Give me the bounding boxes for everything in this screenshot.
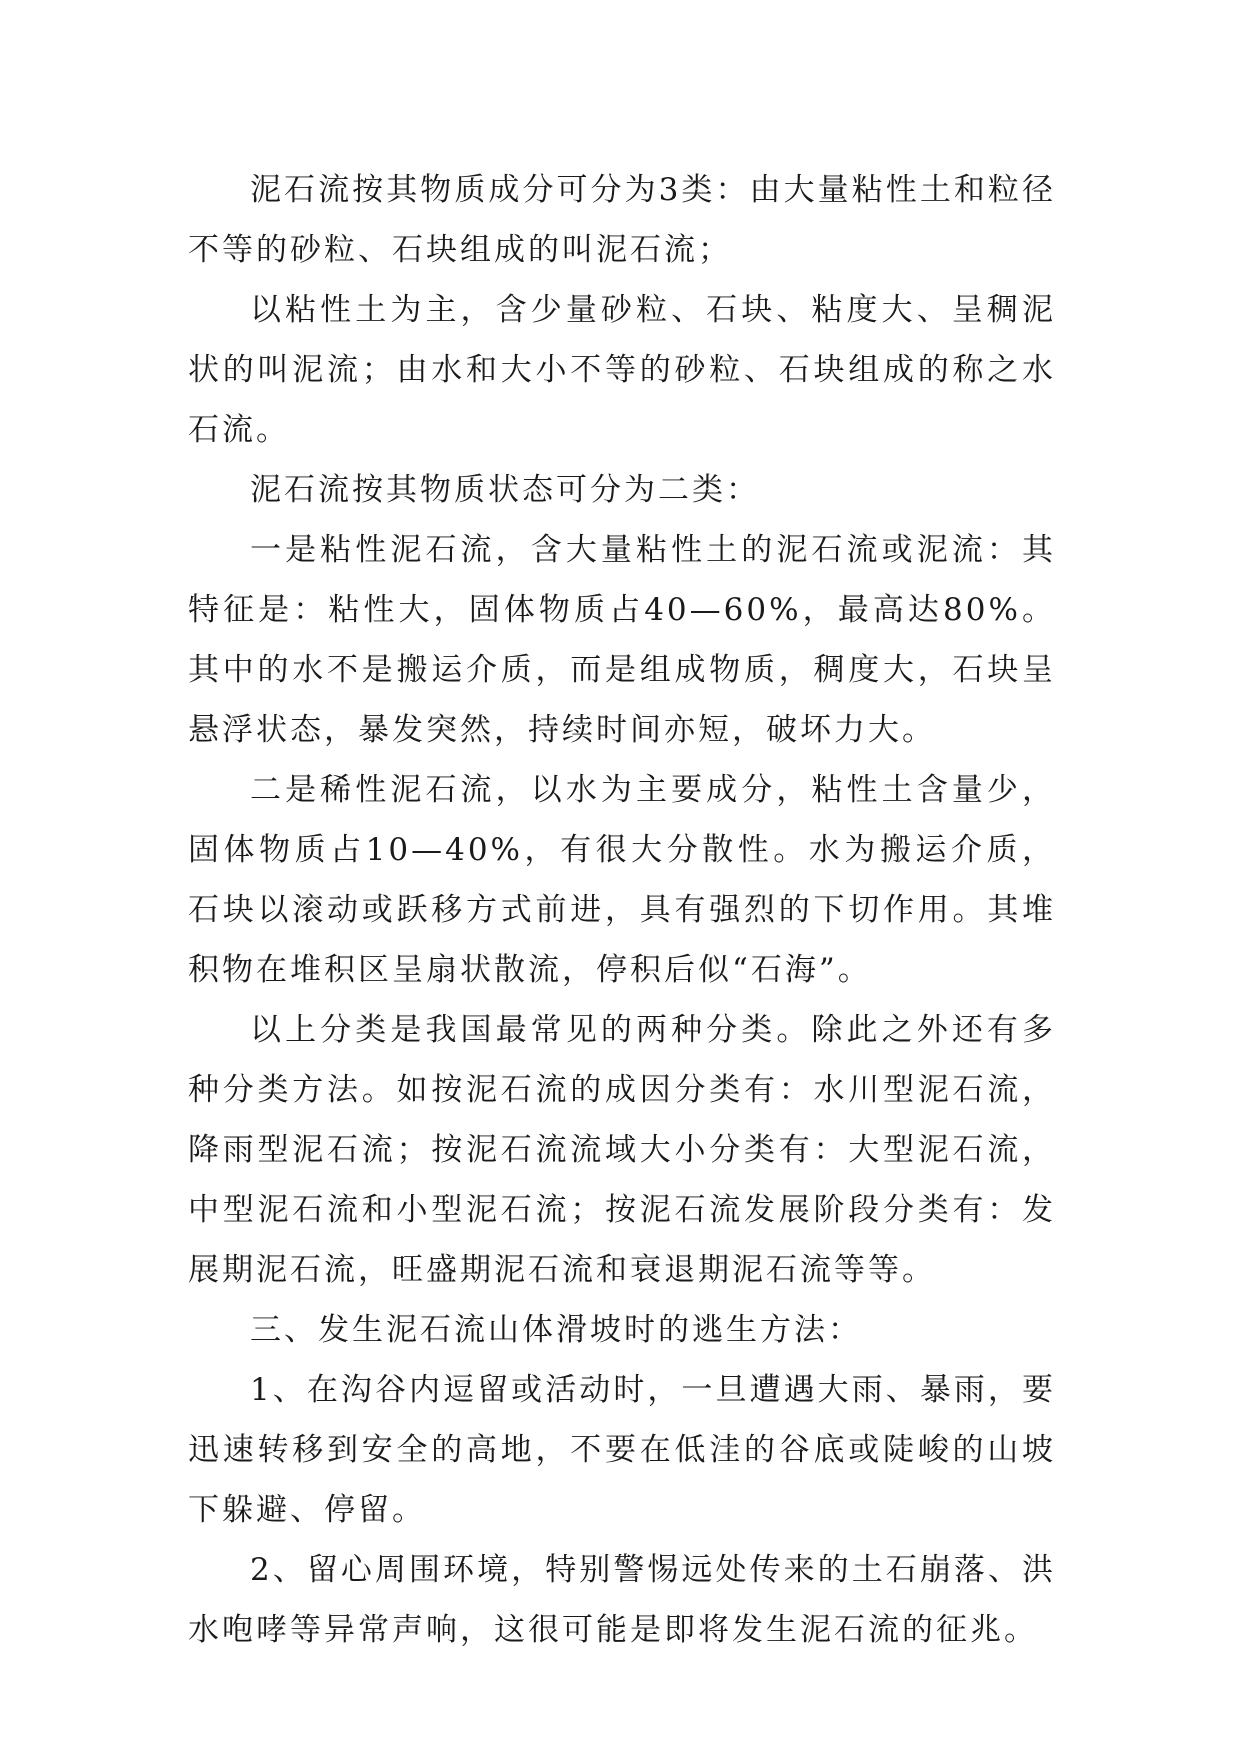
paragraph-other-classifications: 以上分类是我国最常见的两种分类。除此之外还有多种分类方法。如按泥石流的成因分类有：水川型泥石流，降雨型泥石流；按泥石流流域大小分类有：大型泥石流，中型泥石流和小型泥石流；按泥石流发展阶段分类有：发展期泥石流，旺盛期泥石流和衰退期泥石流等等。 (188, 1012, 1056, 1288)
paragraph-escape-step-2: 2、留心周围环境，特别警惕远处传来的土石崩落、洪水咆哮等异常声响，这很可能是即将发生泥石流的征兆。 (188, 1552, 1056, 1648)
paragraph-escape-step-1: 1、在沟谷内逗留或活动时，一旦遭遇大雨、暴雨，要迅速转移到安全的高地，不要在低洼的谷底或陡峻的山坡下躲避、停留。 (188, 1372, 1056, 1528)
paragraph-mudflow-waterflow: 以粘性土为主，含少量砂粒、石块、粘度大、呈稠泥状的叫泥流；由水和大小不等的砂粒、石块组成的称之水石流。 (188, 292, 1056, 448)
paragraph-state-classes: 泥石流按其物质状态可分为二类： (250, 472, 760, 508)
paragraph-composition-classes: 泥石流按其物质成分可分为3类：由大量粘性土和粒径不等的砂粒、石块组成的叫泥石流； (188, 172, 1056, 268)
paragraph-viscous-debris-flow: 一是粘性泥石流，含大量粘性土的泥石流或泥流：其特征是：粘性大，固体物质占40—60%，最高达80%。其中的水不是搬运介质，而是组成物质，稠度大，石块呈悬浮状态，暴发突然，持续时间亦短，破坏力大。 (188, 532, 1056, 748)
document-body (188, 160, 1056, 1660)
paragraph-dilute-debris-flow: 二是稀性泥石流，以水为主要成分，粘性土含量少，固体物质占10—40%，有很大分散性。水为搬运介质，石块以滚动或跃移方式前进，具有强烈的下切作用。其堆积物在堆积区呈扇状散流，停积后似“石海”。 (188, 772, 1056, 988)
section-heading-escape-methods: 三、发生泥石流山体滑坡时的逃生方法： (250, 1312, 862, 1348)
